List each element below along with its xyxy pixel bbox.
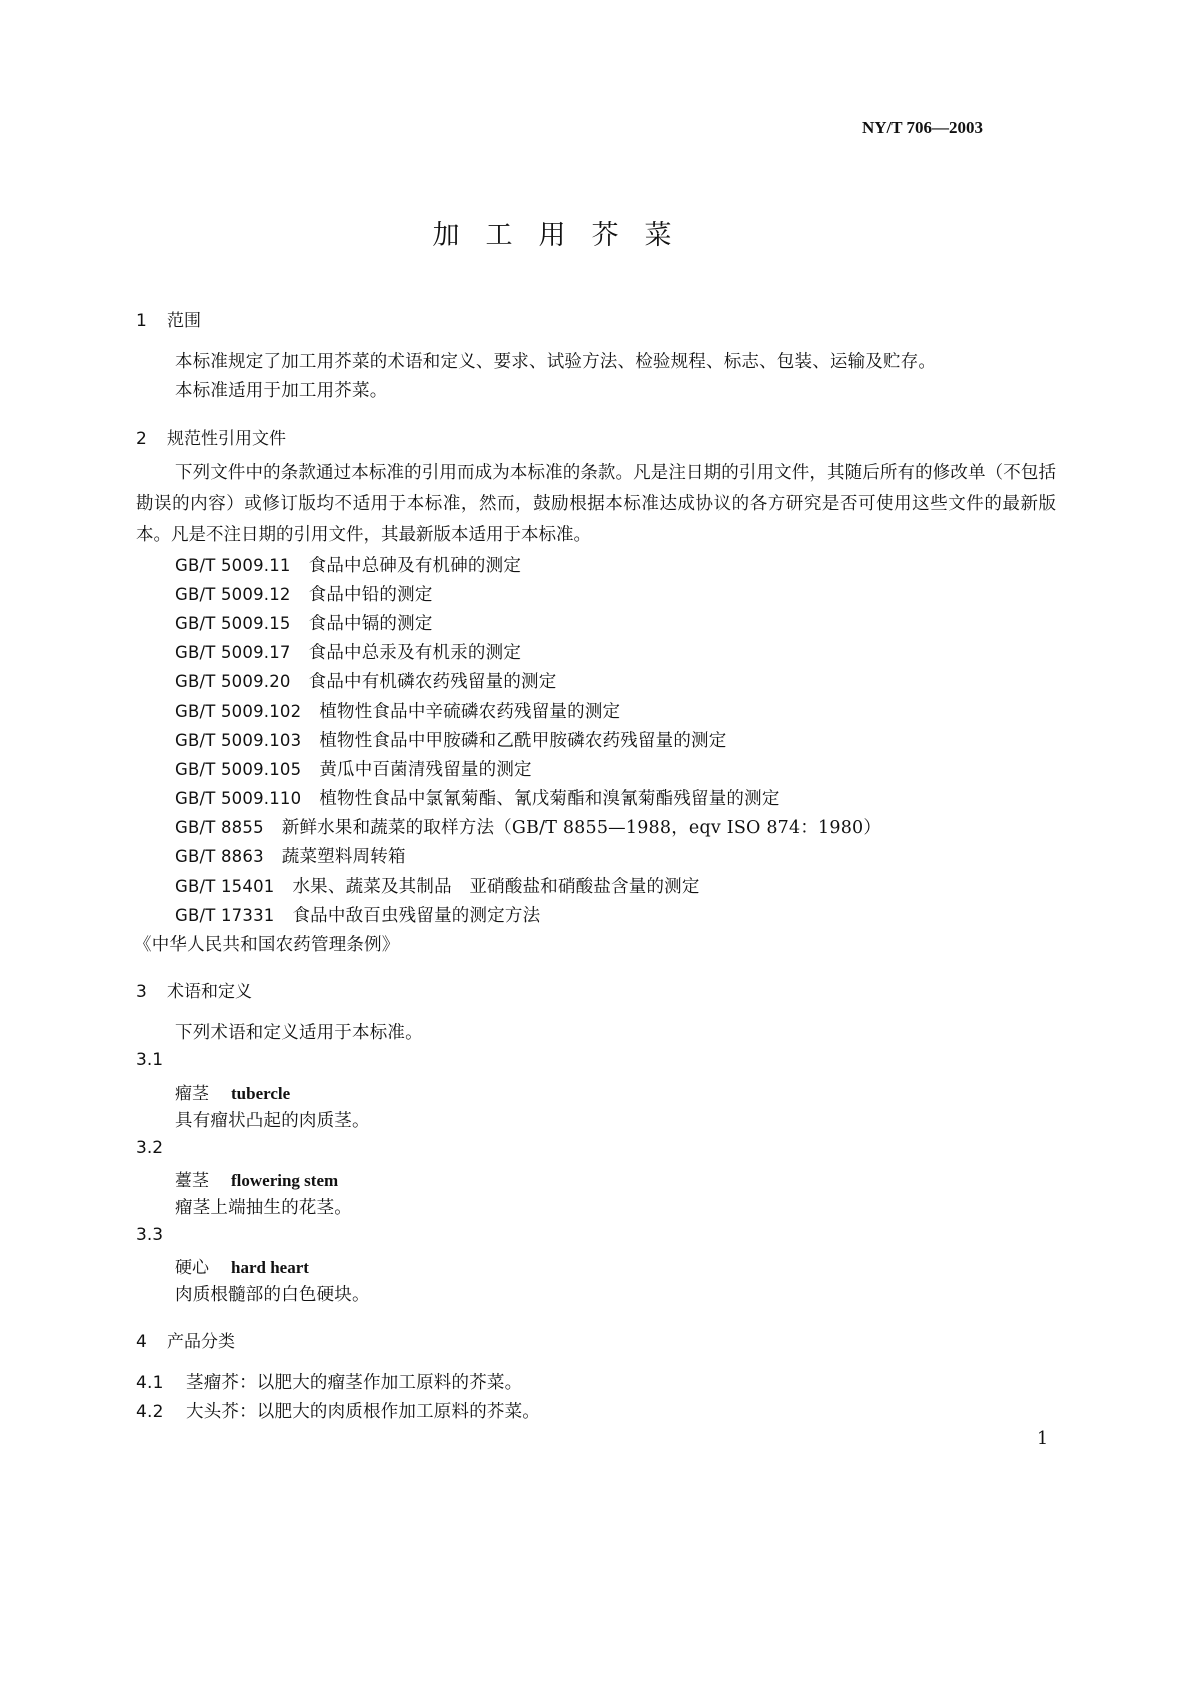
reference-title: 水果、蔬菜及其制品 亚硝酸盐和硝酸盐含量的测定: [292, 877, 700, 897]
reference-item: [175, 814, 881, 839]
term-number: 3.2: [136, 1138, 164, 1158]
reference-item: [175, 785, 780, 810]
paragraph: 本标准适用于加工用芥菜。: [175, 381, 388, 401]
term-definition: 肉质根髓部的白色硬块。: [175, 1285, 370, 1305]
term-chinese: 瘤茎: [175, 1084, 209, 1104]
term-chinese: 硬心: [175, 1258, 209, 1278]
reference-item: [175, 639, 521, 664]
term-english: flowering stem: [231, 1171, 339, 1190]
section-3-heading: [136, 977, 252, 1002]
term-entry: [175, 1253, 309, 1278]
section-number: 4: [136, 1332, 147, 1352]
reference-item: [175, 727, 726, 752]
reference-code: GB/T 5009.103: [175, 731, 302, 750]
clause: [136, 1398, 540, 1423]
paragraph: 下列术语和定义适用于本标准。: [175, 1023, 423, 1043]
reference-item: [175, 552, 521, 577]
reference-title: 食品中有机磷农药残留量的测定: [308, 672, 557, 692]
term-entry: [175, 1166, 338, 1191]
clause: [136, 1369, 522, 1394]
clause-text: 大头芥：以肥大的肉质根作加工原料的芥菜。: [186, 1402, 540, 1422]
term-chinese: 薹茎: [175, 1171, 209, 1191]
reference-code: GB/T 5009.110: [175, 789, 302, 808]
section-title: 规范性引用文件: [167, 429, 286, 449]
paragraph: 本标准规定了加工用芥菜的术语和定义、要求、试验方法、检验规程、标志、包装、运输及贮存。: [175, 352, 937, 372]
reference-title: 食品中镉的测定: [308, 614, 433, 634]
section-title: 范围: [167, 311, 201, 331]
paragraph: 下列文件中的条款通过本标准的引用而成为本标准的条款。凡是注日期的引用文件，其随后所有的修改单（不包括勘误的内容）或修订版均不适用于本标准，然而，鼓励根据本标准达成协议的各方研究是否可使用这些文件的最新版本。凡是不注日期的引用文件，其最新版本适用于本标准。: [136, 463, 1056, 545]
reference-title: 蔬菜塑料周转箱: [281, 847, 406, 867]
reference-item: [175, 843, 406, 868]
page-number: 1: [1037, 1429, 1049, 1449]
reference-item: [175, 581, 433, 606]
reference-item: [175, 668, 556, 693]
reference-code: GB/T 5009.11: [175, 556, 291, 575]
standard-code: NY/T 706—2003: [861, 118, 983, 137]
reference-item: [175, 698, 620, 723]
reference-item: [175, 610, 433, 635]
clause-text: 茎瘤芥：以肥大的瘤茎作加工原料的芥菜。: [186, 1373, 523, 1393]
reference-title: 植物性食品中辛硫磷农药残留量的测定: [319, 702, 621, 722]
reference-title: 植物性食品中甲胺磷和乙酰甲胺磷农药残留量的测定: [319, 731, 727, 751]
term-english: tubercle: [231, 1084, 291, 1103]
reference-code: GB/T 5009.17: [175, 643, 291, 662]
term-english: hard heart: [231, 1258, 309, 1277]
reference-code: GB/T 5009.12: [175, 585, 291, 604]
reference-title: 新鲜水果和蔬菜的取样方法（GB/T 8855—1988，eqv ISO 874：1980）: [281, 818, 882, 838]
reference-title: 食品中铅的测定: [308, 585, 433, 605]
reference-title: 食品中敌百虫残留量的测定方法: [292, 906, 541, 926]
clause-number: 4.2: [136, 1402, 164, 1422]
reference-item: 《中华人民共和国农药管理条例》: [134, 935, 400, 955]
section-title: 术语和定义: [167, 982, 252, 1002]
term-definition: 瘤茎上端抽生的花茎。: [175, 1198, 352, 1218]
reference-title: 植物性食品中氯氰菊酯、氰戊菊酯和溴氰菊酯残留量的测定: [319, 789, 780, 809]
section-1-heading: [136, 306, 201, 331]
reference-title: 食品中总汞及有机汞的测定: [308, 643, 522, 663]
section-2-heading: [136, 424, 286, 449]
reference-item: [175, 902, 540, 927]
term-definition: 具有瘤状凸起的肉质茎。: [175, 1111, 370, 1131]
term-number: 3.1: [136, 1050, 164, 1070]
reference-item: [175, 756, 532, 781]
reference-code: GB/T 17331: [175, 906, 275, 925]
document-title: 加工用芥菜: [432, 220, 698, 251]
term-entry: [175, 1079, 290, 1104]
reference-item: [175, 873, 700, 898]
clause-number: 4.1: [136, 1373, 164, 1393]
section-number: 3: [136, 982, 147, 1002]
reference-code: GB/T 5009.102: [175, 702, 302, 721]
reference-code: GB/T 5009.15: [175, 614, 291, 633]
term-number: 3.3: [136, 1225, 164, 1245]
section-number: 2: [136, 429, 147, 449]
reference-code: GB/T 15401: [175, 877, 275, 896]
section-title: 产品分类: [167, 1332, 235, 1352]
reference-code: GB/T 5009.20: [175, 672, 291, 691]
section-4-heading: [136, 1327, 235, 1352]
reference-code: GB/T 5009.105: [175, 760, 302, 779]
reference-title: 黄瓜中百菌清残留量的测定: [319, 760, 532, 780]
section-number: 1: [136, 311, 147, 331]
reference-code: GB/T 8855: [175, 818, 264, 837]
reference-title: 食品中总砷及有机砷的测定: [308, 556, 522, 576]
reference-code: GB/T 8863: [175, 847, 264, 866]
